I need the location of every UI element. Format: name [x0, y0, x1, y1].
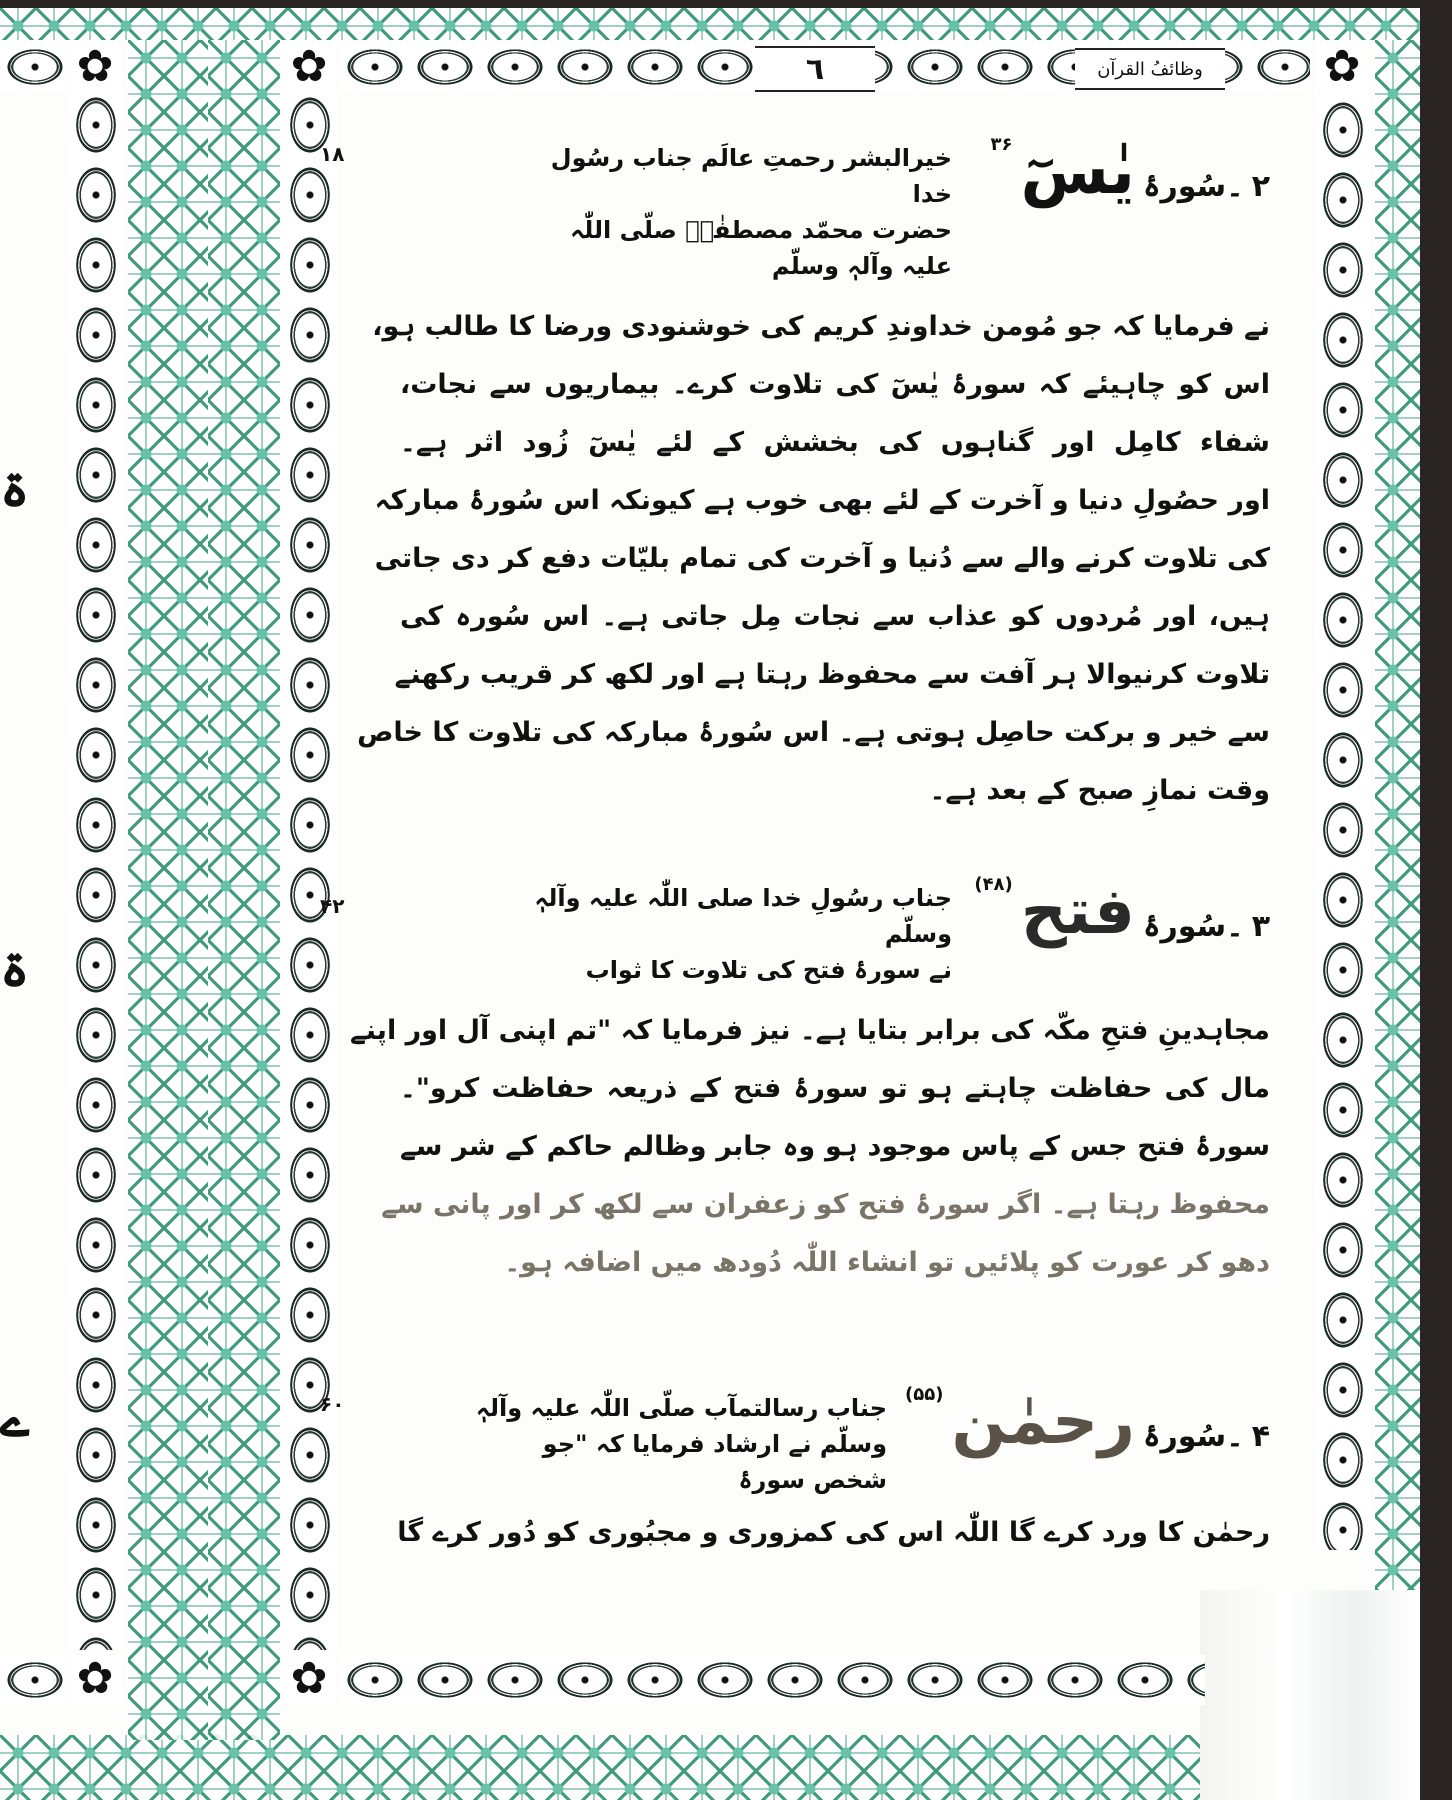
running-title-box: [1075, 48, 1225, 90]
surah-reference: (۴۸): [974, 874, 1013, 895]
page-content: [320, 134, 1270, 1562]
surah-name: یٰسٓ: [1020, 135, 1135, 209]
left-page-fragment: ۃ: [0, 940, 30, 998]
margin-number: ۶۰: [320, 1392, 345, 1416]
intro-line: خیرالبشر رحمتِ عالَم جناب رسُول خدا: [550, 144, 952, 208]
body-line: شفاء کامِل اور گناہوں کی بخشش کے لئے یٰسٓ زُود اثر ہے۔: [400, 427, 1270, 458]
intro-line: جناب رسُولِ خدا صلی اللّٰہ علیہ وآلہٖ وسلّم: [534, 884, 952, 948]
body-line: ہیں، اور مُردوں کو عذاب سے نجات مِل جاتی ہے۔ اس سُورہ کی: [400, 601, 1270, 632]
section-surah-yasin: [320, 134, 1270, 880]
body-line: وقت نمازِ صبح کے بعد ہے۔: [929, 775, 1270, 806]
surah-reference: (۵۵): [905, 1384, 944, 1405]
left-page-lattice: [128, 40, 208, 1740]
surah-word: ۔سُورۂ: [1142, 1419, 1244, 1454]
body-line: مجاہدینِ فتحِ مکّہ کی برابر بتایا ہے۔ نیز فرمایا کہ "تم اپنی آل اور اپنے: [349, 1015, 1270, 1046]
top-edge-dark: [0, 0, 1452, 8]
rosette-icon: ✿: [1315, 40, 1369, 94]
section-heading: [400, 134, 1270, 284]
body-text: [357, 298, 1270, 820]
surah-name: فتح: [1020, 875, 1135, 949]
outer-lattice-top: [0, 8, 1420, 40]
body-line: تلاوت کرنیوالا ہر آفت سے محفوظ رہتا ہے اور لکھ کر قریب رکھنے: [394, 659, 1270, 690]
section-surah-rahman: [320, 1384, 1270, 1562]
body-line: کی تلاوت کرنے والے سے دُنیا و آخرت کی تمام بلیّات دفع کر دی جاتی: [374, 543, 1270, 574]
rosette-icon: ✿: [68, 1652, 122, 1706]
center-lattice: [208, 40, 280, 1740]
body-text: [349, 1002, 1270, 1292]
left-page-chain-bottom: [0, 1655, 66, 1705]
body-line: مال کی حفاظت چاہتے ہو تو سورۂ فتح کے ذریعہ حفاظت کرو"۔: [400, 1073, 1270, 1104]
intro-text: [532, 880, 952, 988]
left-page-chain-top: [0, 42, 66, 92]
intro-line: وسلّم نے ارشاد فرمایا کہ "جو شخص سورۂ: [542, 1430, 888, 1494]
frame-chain-right: [1315, 95, 1371, 1550]
section-number: ۳: [1251, 909, 1270, 944]
surah-word: ۔سُورۂ: [1142, 909, 1244, 944]
section-heading: [400, 1384, 1270, 1498]
rosette-icon: ✿: [282, 40, 336, 94]
running-title: وظائفُ القرآن: [1097, 58, 1203, 80]
body-line: اس کو چاہیئے کہ سورۂ یٰسٓ کی تلاوت کرے۔ بیماریوں سے نجات،: [400, 369, 1270, 400]
surah-reference: ۳۶: [990, 134, 1013, 155]
margin-number: ۴۲: [320, 894, 345, 918]
right-edge-dark: [1420, 0, 1452, 1800]
intro-line: نے سورۂ فتح کی تلاوت کا ثواب: [585, 956, 952, 984]
surah-title: [905, 1384, 1270, 1459]
outer-lattice-bottom: [0, 1735, 1200, 1800]
body-text: [397, 1504, 1270, 1562]
surah-name: رحمٰن: [951, 1385, 1135, 1459]
left-page-chain: [68, 90, 124, 1650]
body-line: رحمٰن کا ورد کرے گا اللّٰہ اس کی کمزوری و مجبُوری کو دُور کرے گا: [397, 1517, 1270, 1548]
frame-chain-left: [282, 90, 338, 1650]
body-line: سورۂ فتح جس کے پاس موجود ہو وہ جابر وظالم حاکم کے شر سے: [400, 1131, 1270, 1162]
left-page-fragment: ۃ: [0, 460, 30, 518]
rosette-icon: ✿: [68, 40, 122, 94]
body-line: اور حصُولِ دنیا و آخرت کے لئے بھی خوب ہے کیونکہ اس سُورۂ مبارکہ: [374, 485, 1270, 516]
left-page-fragment: ے: [0, 1390, 30, 1448]
page-number: ٦: [805, 51, 825, 87]
body-line: محفوظ رہتا ہے۔ اگر سورۂ فتح کو زعفران سے لکھ کر اور پانی سے: [381, 1189, 1270, 1220]
page-number-box: [755, 46, 875, 92]
body-line: نے فرمایا کہ جو مُومن خداوندِ کریم کی خوشنودی ورضا کا طالب ہو،: [372, 311, 1270, 342]
section-surah-fath: [320, 874, 1270, 1390]
margin-number: ۱۸: [320, 142, 345, 166]
intro-line: حضرت محمّد مصطفٰےؐ صلّی اللّٰہ علیہ وآلہٖ وسلّم: [570, 216, 952, 280]
surah-word: ۔سُورۂ: [1142, 169, 1244, 204]
frame-chain-bottom: [340, 1655, 1205, 1705]
body-line: سے خیر و برکت حاصِل ہوتی ہے۔ اس سُورۂ مبارکہ کی تلاوت کا خاص: [357, 717, 1270, 748]
section-number: ۴: [1251, 1419, 1270, 1454]
surah-title: [970, 134, 1270, 209]
right-lattice: [1375, 40, 1420, 1590]
surah-title: [970, 874, 1270, 949]
section-number: ۲: [1251, 169, 1270, 204]
intro-text: [467, 1390, 887, 1498]
rosette-icon: ✿: [282, 1652, 336, 1706]
intro-line: جناب رسالتمآب صلّی اللّٰہ علیہ وآلہٖ: [475, 1394, 888, 1422]
fold-shadow: [1200, 1590, 1420, 1800]
intro-text: [532, 140, 952, 284]
section-heading: [400, 874, 1270, 988]
body-line: دھو کر عورت کو پلائیں تو انشاء اللّٰہ دُودھ میں اضافہ ہو۔: [504, 1247, 1270, 1278]
